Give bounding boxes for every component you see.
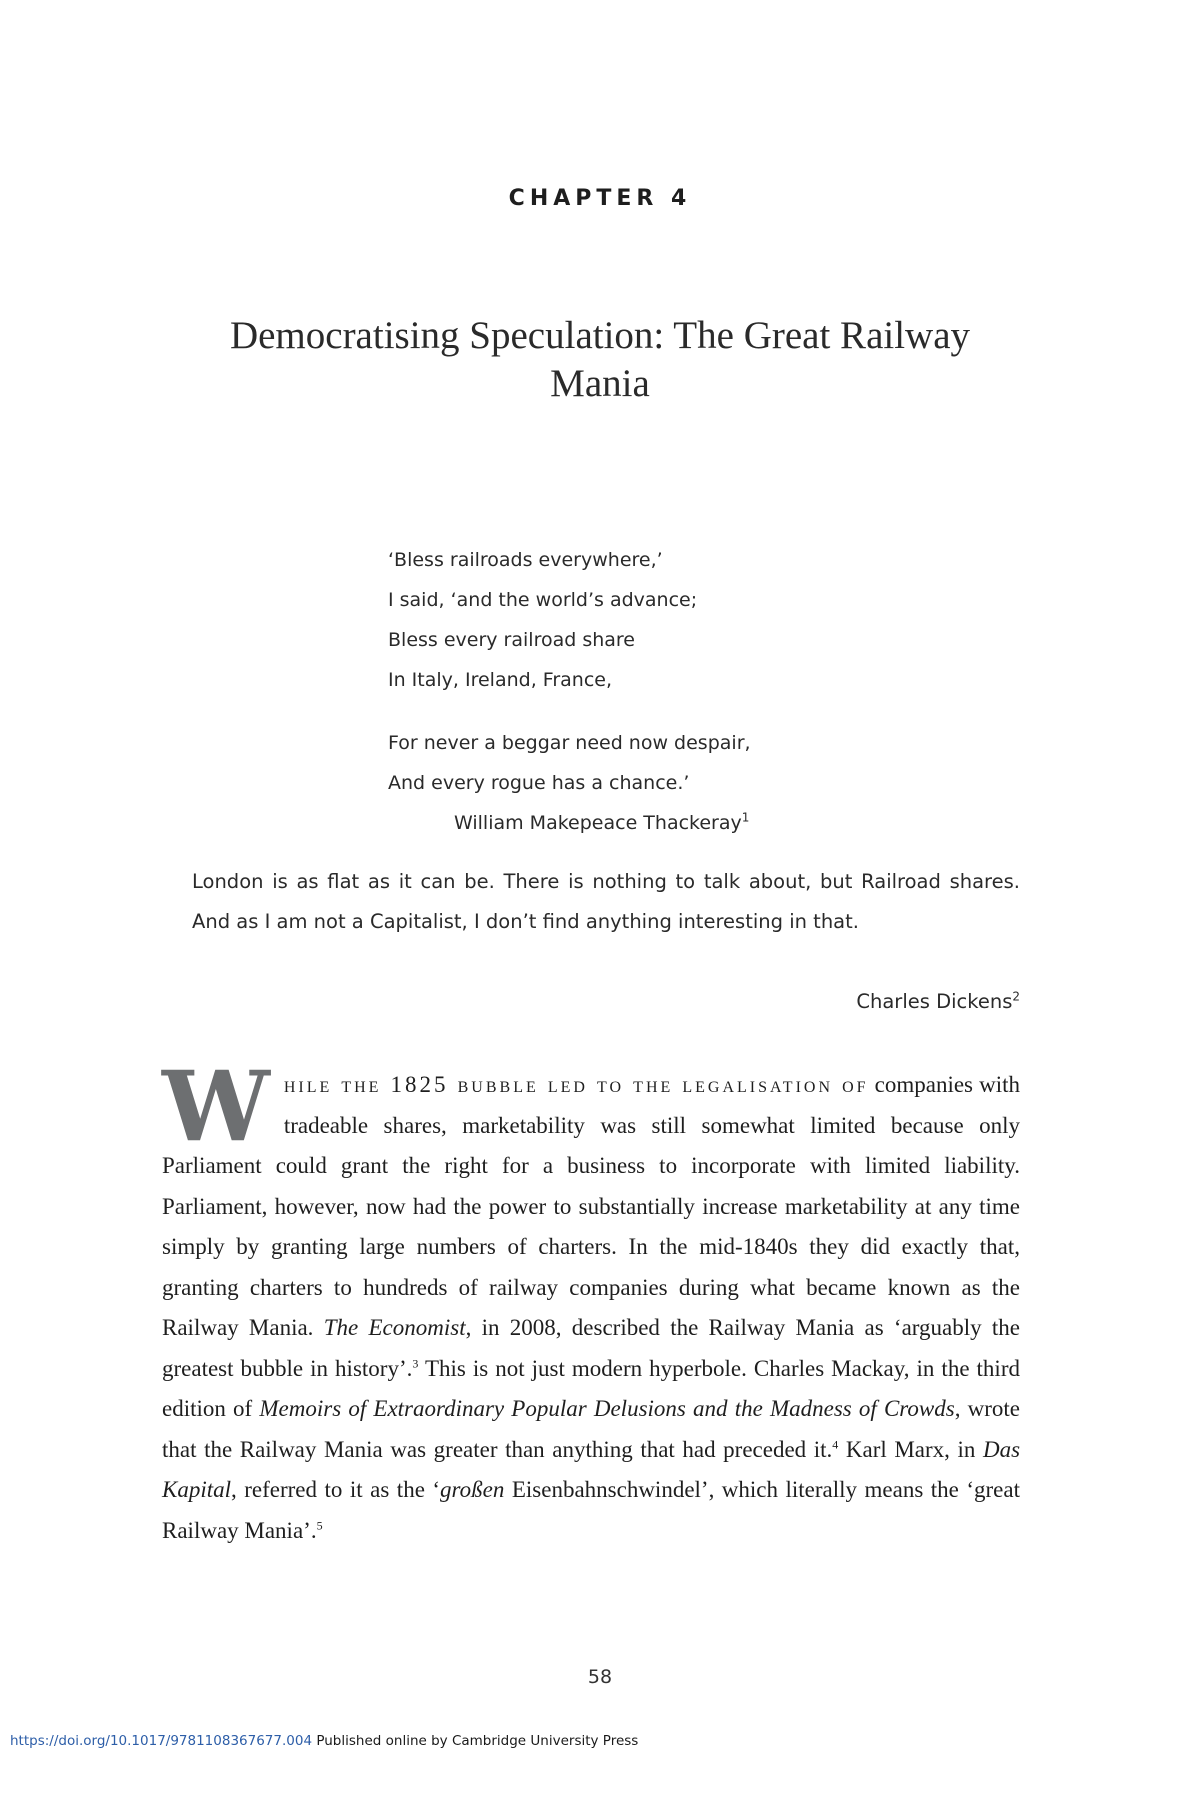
body-text-segment: , referred to it as the ‘ (231, 1477, 441, 1502)
poem-line: And every rogue has a chance.’ (388, 772, 690, 794)
body-paragraph (162, 1050, 1021, 1551)
doi-link[interactable]: https://doi.org/10.1017/9781108367677.004 (10, 1733, 313, 1749)
poem-line: I said, ‘and the world’s advance; (388, 589, 698, 611)
body-text-segment: , wrote that the Railway Mania was greater than anything that had preceded it. (162, 1396, 1020, 1462)
epigraph-quote: London is as flat as it can be. There is nothing to talk about, but Railroad shares. And as I am not a Capitalist, I don’t find anything interesting in that. (192, 870, 1020, 933)
stanza-gap (388, 700, 908, 723)
poem-line: For never a beggar need now despair, (388, 732, 751, 754)
drop-cap: W (162, 1050, 270, 1163)
quote-author: Charles Dickens (856, 990, 1013, 1013)
body-text-segment: Eisenbahnschwindel’, which literally means the ‘great Railway Mania’. (162, 1477, 1020, 1543)
italic-title-kapital: Das Kapital (162, 1436, 1021, 1502)
footnote-ref-5[interactable]: 5 (316, 1517, 323, 1532)
epigraph-quote-attribution (192, 982, 1020, 1022)
italic-title-economist: The Economist (323, 1315, 466, 1340)
page-number: 58 (587, 1666, 613, 1688)
chapter-title (150, 312, 1050, 408)
poem-line: Bless every railroad share (388, 629, 635, 651)
italic-word-grossen: großen (440, 1477, 505, 1502)
body-text-segment: , in 2008, described the Railway Mania as ‘arguably the greatest bubble in history’. (162, 1315, 1021, 1381)
footnote-ref-2[interactable]: 2 (1012, 989, 1020, 1004)
footer (10, 1733, 638, 1749)
italic-title-memoirs: Memoirs of Extraordinary Popular Delusions and the Madness of Crowds (259, 1396, 955, 1421)
epigraph-poem (388, 540, 908, 843)
chapter-title-line-2: Mania (550, 362, 650, 405)
publisher-note: Published online by Cambridge University Press (316, 1733, 639, 1749)
poem-line: ‘Bless railroads everywhere,’ (388, 549, 663, 571)
footnote-ref-1[interactable]: 1 (741, 810, 750, 825)
poem-line: In Italy, Ireland, France, (388, 669, 612, 691)
chapter-title-line-1: Democratising Speculation: The Great Railway (229, 314, 971, 357)
body-text-segment: companies with tradeable shares, marketability was still somewhat limited because only Parliament could grant the right for a business to incorporate with limited liability. Parliament, however, now had the power to substantially increase marketability at any time simply by granting large numbers of charters. In the mid-1840s they did exactly that, granting charters to hundreds of railway companies during what became known as the Railway Mania. (162, 1072, 1020, 1340)
lead-in-small-caps: hile the 1825 bubble led to the legalisation of (283, 1072, 869, 1097)
footnote-ref-4[interactable]: 4 (832, 1436, 839, 1451)
body-text-segment: This is not just modern hyperbole. Charles Mackay, in the third edition of (162, 1355, 1020, 1421)
poem-author: William Makepeace Thackeray (454, 812, 742, 834)
chapter-label: CHAPTER 4 (508, 186, 692, 211)
body-text-segment: Karl Marx, in (838, 1436, 976, 1462)
poem-attribution (454, 803, 908, 843)
footnote-ref-3[interactable]: 3 (412, 1355, 419, 1370)
